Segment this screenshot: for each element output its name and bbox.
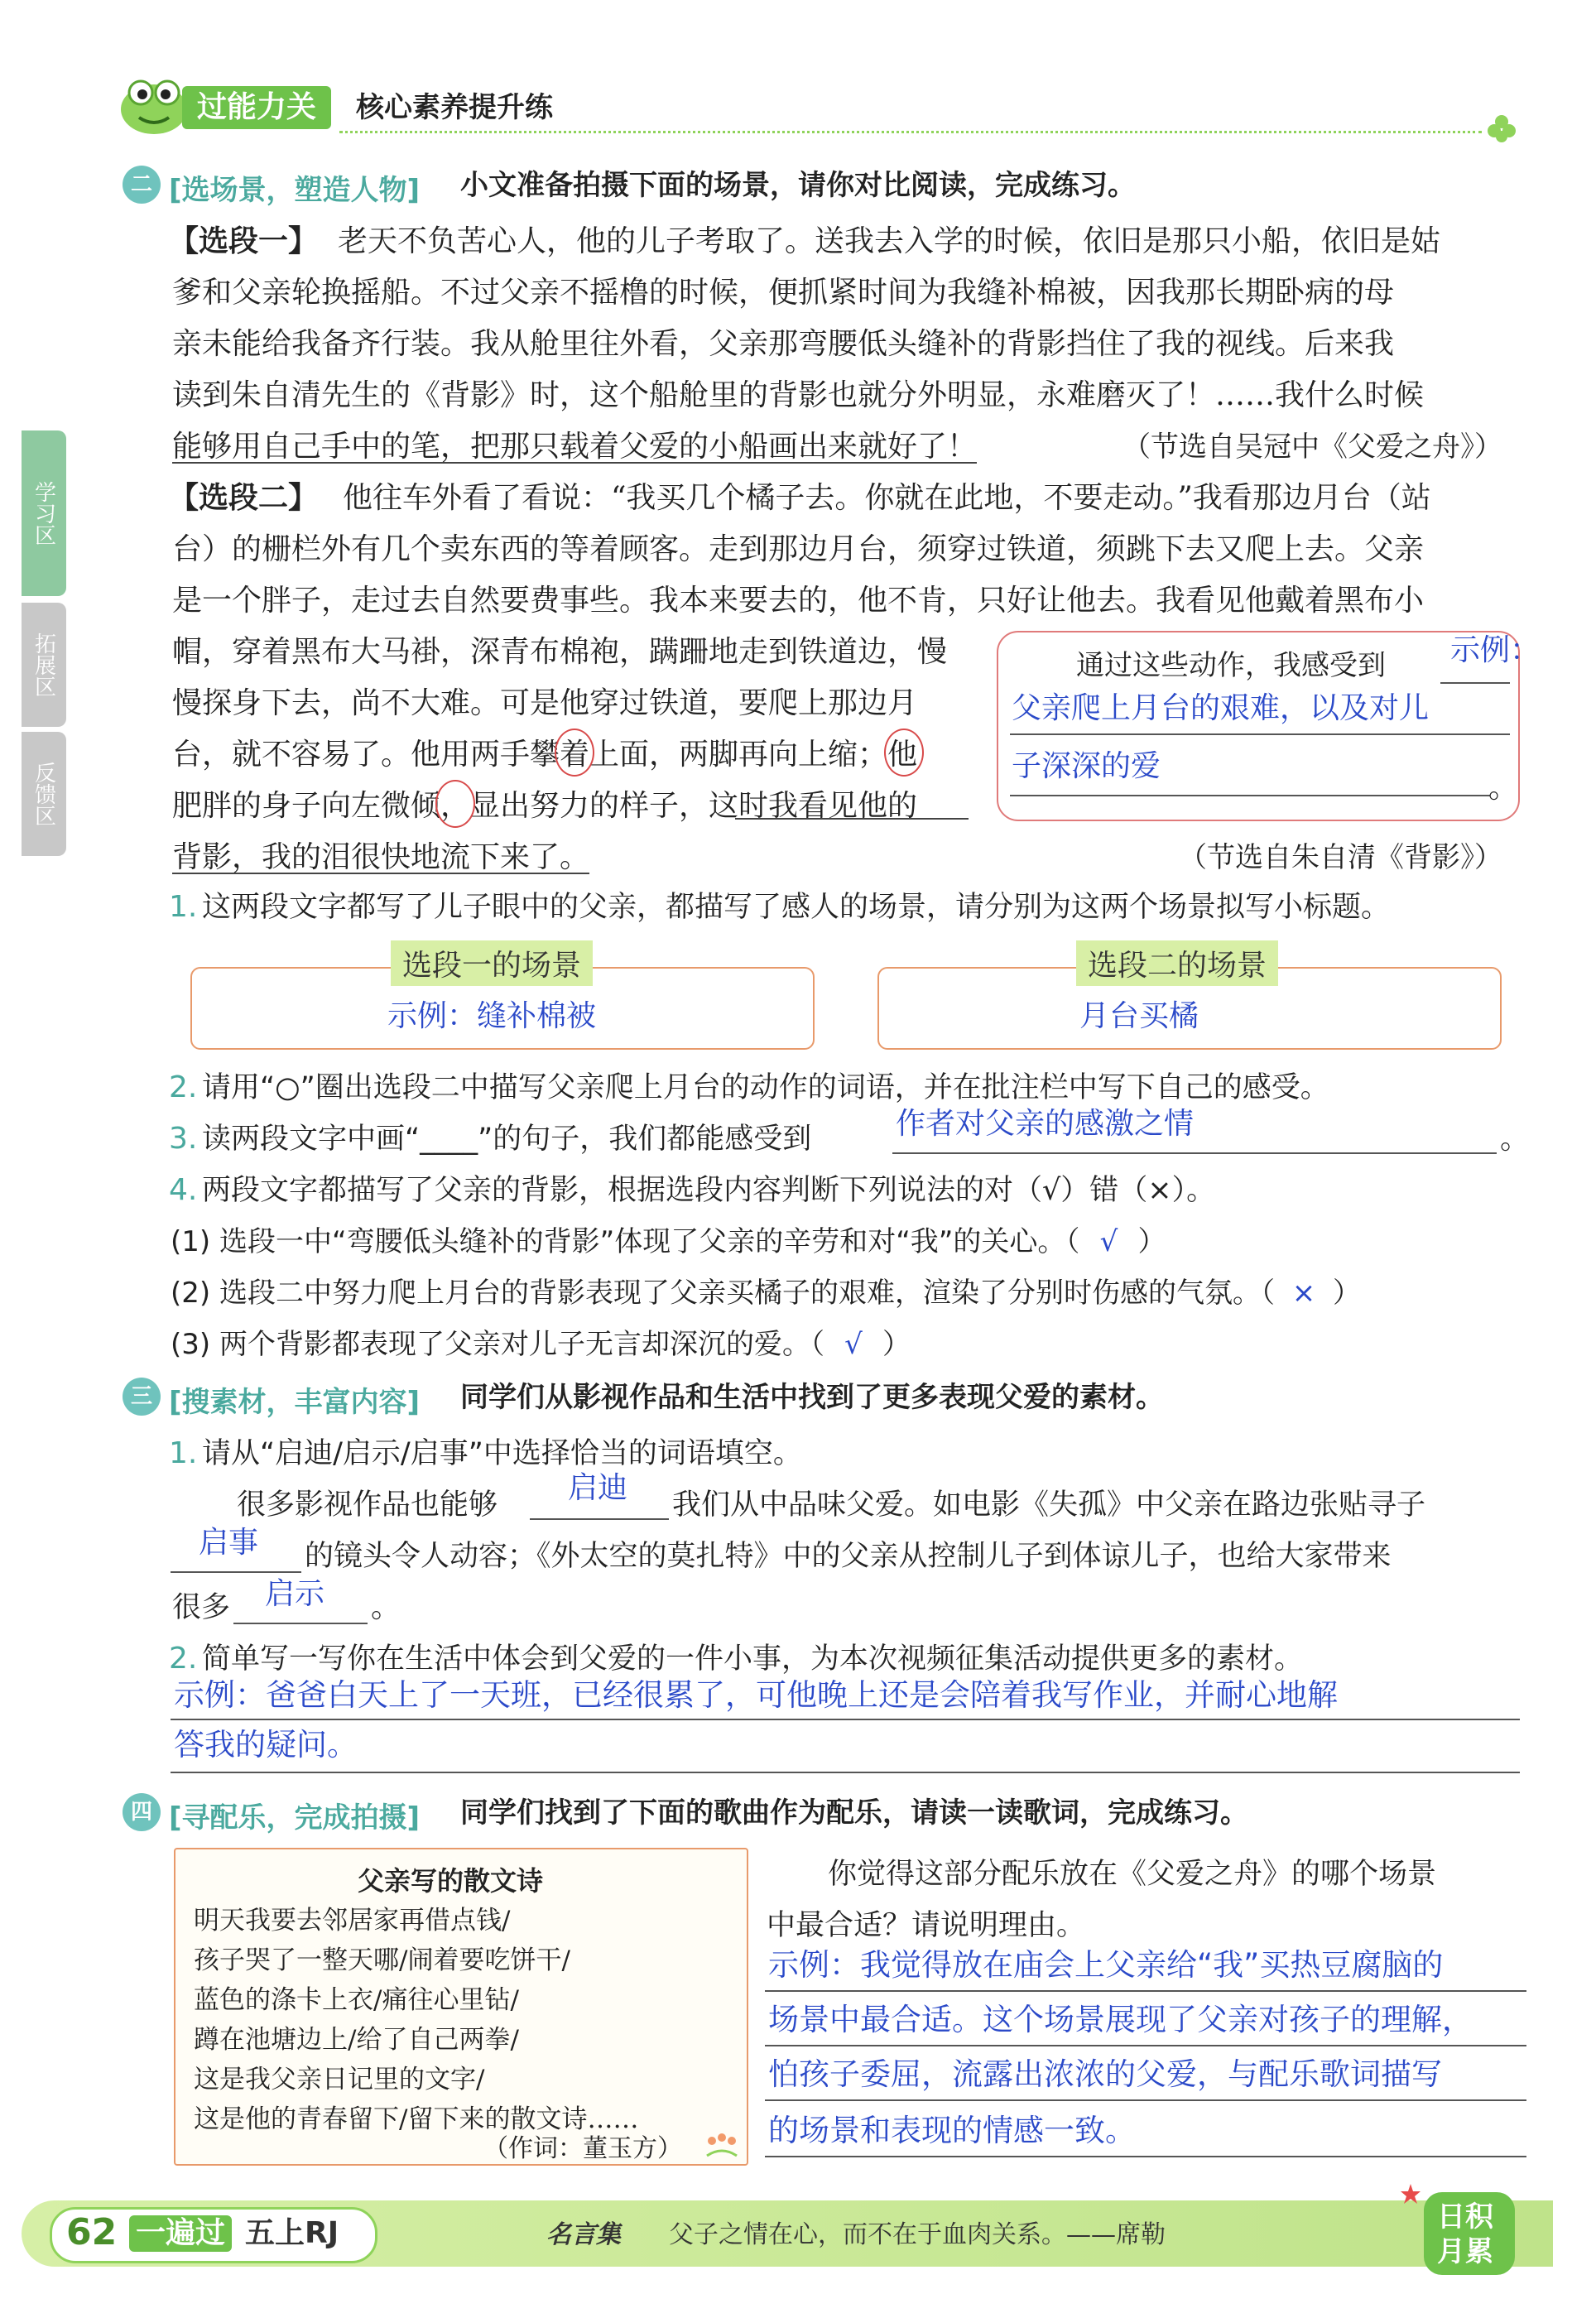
- section-instruction: 同学们找到了下面的歌曲作为配乐，请读一读歌词，完成练习。: [460, 1796, 1248, 1830]
- passage-line: 台）的栅栏外有几个卖东西的等着顾客。走到那边月台，须穿过铁道，须跳下去又爬上去。父亲: [172, 532, 1425, 566]
- fill-text: 。: [371, 1590, 401, 1624]
- fill-text: 很多影视作品也能够: [237, 1488, 498, 1522]
- q4-answer-line[interactable]: 示例：我觉得放在庙会上父亲给“我”买热豆腐脑的: [768, 1947, 1444, 1983]
- footer-badge-line: 月累: [1437, 2235, 1493, 2268]
- question-number: 4.: [169, 1173, 198, 1207]
- q4-question: 中最合适？请说明理由。: [767, 1909, 1086, 1942]
- passage-line: 是一个胖子，走过去自然要费事些。我本来要去的，他不肯，只好让他去。我看见他戴着黑布小: [172, 584, 1425, 618]
- passage-line: 台，就不容易了。他用两手攀着上面，两脚再向上缩；他: [172, 738, 918, 772]
- circle-mark: [555, 729, 594, 777]
- question-number: 2.: [169, 1070, 198, 1104]
- question-text: 读两段文字中画“____”的句子，我们都能感受到: [202, 1123, 812, 1156]
- passage-line: 老天不负苦心人，他的儿子考取了。送我去入学的时候，依旧是那只小船，依旧是姑: [338, 224, 1441, 258]
- question-number: 3.: [169, 1122, 198, 1156]
- section-tag: [选场景，塑造人物]: [169, 174, 421, 207]
- annotation-line: [1440, 682, 1510, 684]
- section-badge: 四: [123, 1793, 161, 1831]
- passage-line: 读到朱自清先生的《背影》时，这个船舱里的背影也就分外明显，永难磨灭了！……我什么时候: [172, 378, 1425, 412]
- judgment-end: ）: [882, 1328, 911, 1361]
- passage-line: 背影，我的泪很快地流下来了。: [172, 840, 590, 874]
- answer-rule: [765, 2099, 1526, 2101]
- question-text: 简单写一写你在生活中体会到父爱的一件小事，为本次视频征集活动提供更多的素材。: [202, 1642, 1304, 1676]
- fill-answer[interactable]: 启示: [265, 1577, 325, 1611]
- poem-line: 蹲在池塘边上/给了自己两拳/: [194, 2025, 519, 2055]
- clover-icon: [1487, 114, 1517, 144]
- q3-answer-line: [892, 1152, 1497, 1154]
- poem-line: 这是我父亲日记里的文字/: [194, 2065, 485, 2094]
- passage-source: （节选自朱自清《背影》）: [1179, 841, 1502, 874]
- star-icon: [1399, 2182, 1422, 2205]
- judgment-end: ）: [1137, 1225, 1166, 1258]
- poem-line: 明天我要去邻居家再借点钱/: [194, 1906, 511, 1936]
- judgment-item: [171, 1227, 1166, 1257]
- judgment-item: [171, 1330, 911, 1359]
- passage-source: （节选自吴冠中《父爱之舟》）: [1122, 430, 1502, 464]
- q2-answer-line[interactable]: 答我的疑问。: [174, 1727, 358, 1763]
- passage-label: 【选段一】: [169, 224, 319, 258]
- circle-mark: [435, 780, 475, 828]
- q4-question: 你觉得这部分配乐放在《父爱之舟》的哪个场景: [828, 1858, 1437, 1891]
- passage-label: 【选段二】: [169, 481, 319, 515]
- poem-line: 这是他的青春留下/留下来的散文诗……: [194, 2104, 639, 2134]
- judgment-text: (3) 两个背影都表现了父亲对儿子无言却深沉的爱。（: [171, 1328, 824, 1361]
- answer-rule: [765, 2045, 1526, 2046]
- fill-answer[interactable]: 启迪: [568, 1471, 628, 1505]
- q4-answer-line[interactable]: 怕孩子委屈，流露出浓浓的父爱，与配乐歌词描写: [768, 2056, 1442, 2092]
- question-number: 2.: [169, 1642, 198, 1676]
- poem-line: 孩子哭了一整天哪/闹着要吃饼干/: [194, 1945, 570, 1975]
- passage-line: 爹和父亲轮换摇船。不过父亲不摇橹的时候，便抓紧时间为我缝补棉被，因我那长期卧病的母: [172, 276, 1395, 310]
- scene-answer-2[interactable]: 月台买橘: [1079, 999, 1199, 1033]
- grade-label: 五上RJ: [245, 2216, 339, 2250]
- fill-blank-line: [171, 1571, 301, 1573]
- annotation-suffix: 。: [1488, 771, 1519, 805]
- section-badge: 二: [123, 166, 161, 204]
- answer-rule: [171, 1772, 1520, 1773]
- judgment-mark[interactable]: √: [844, 1328, 863, 1361]
- section-badge: 三: [123, 1378, 161, 1416]
- question-number: 1.: [169, 890, 198, 924]
- underline-mark: [735, 818, 969, 820]
- question-text: 两段文字都描写了父亲的背影，根据选段内容判断下列说法的对（√）错（×）。: [202, 1174, 1216, 1207]
- side-tab-study[interactable]: [22, 430, 66, 596]
- side-tab-feedback[interactable]: [22, 732, 66, 856]
- fill-text: 我们从中品味父爱。如电影《失孤》中父亲在路边张贴寻子: [672, 1488, 1426, 1522]
- judgment-end: ）: [1332, 1277, 1361, 1310]
- fill-blank-line: [233, 1623, 368, 1624]
- annotation-line: [1010, 795, 1490, 796]
- judgment-mark[interactable]: ×: [1291, 1277, 1316, 1310]
- poem-credit: （作词：董玉方）: [483, 2134, 682, 2163]
- passage-line: 慢探身下去，尚不大难。可是他穿过铁道，要爬上那边月: [172, 686, 918, 720]
- passage-line: 他往车外看了看说：“我买几个橘子去。你就在此地，不要走动。”我看那边月台（站: [343, 481, 1431, 515]
- q3-answer[interactable]: 作者对父亲的感激之情: [896, 1107, 1195, 1141]
- header-subtitle: 核心素养提升练: [356, 91, 553, 124]
- judgment-item: [171, 1278, 1361, 1308]
- side-tab-expand[interactable]: [22, 603, 66, 727]
- quote-text: 父子之情在心，而不在于血肉关系。——席勒: [669, 2220, 1166, 2249]
- book-brand: 一遍过: [129, 2215, 232, 2252]
- answer-rule: [171, 1719, 1520, 1720]
- annotation-answer: 父亲爬上月台的艰难，以及对儿: [1012, 691, 1430, 725]
- footer-badge-line: 日积: [1437, 2200, 1493, 2234]
- annotation-line: [1010, 733, 1510, 735]
- brand-label: 过能力关: [182, 86, 331, 129]
- footer-badge: [1424, 2192, 1515, 2275]
- scene-label-1: 选段一的场景: [391, 940, 593, 986]
- passage-line: 帽，穿着黑布大马褂，深青布棉袍，蹒跚地走到铁道边，慢: [172, 635, 948, 669]
- frog-logo-icon: [116, 71, 192, 137]
- question-text: 请用“○”圈出选段二中描写父亲爬上月台的动作的词语，并在批注栏中写下自己的感受。: [202, 1071, 1329, 1104]
- side-tab-label: 学习区: [31, 481, 56, 546]
- circle-mark: [884, 729, 924, 777]
- poem-line: 蓝色的涤卡上衣/痛往心里钻/: [194, 1985, 519, 2015]
- quote-label: 名言集: [546, 2220, 621, 2249]
- section-tag: [搜素材，丰富内容]: [169, 1386, 421, 1419]
- side-tab-label: 拓展区: [31, 632, 56, 697]
- poem-title: 父亲写的散文诗: [358, 1865, 544, 1897]
- side-tab-label: 反馈区: [31, 762, 56, 826]
- annotation-prefix: 通过这些动作，我感受到: [1076, 649, 1386, 682]
- header-rule: [339, 131, 1482, 133]
- section-instruction: 同学们从影视作品和生活中找到了更多表现父爱的素材。: [460, 1381, 1164, 1414]
- q4-answer-line[interactable]: 场景中最合适。这个场景展现了父亲对孩子的理解，: [768, 2002, 1473, 2037]
- fill-answer[interactable]: 启事: [199, 1526, 259, 1560]
- scene-label-2: 选段二的场景: [1076, 940, 1278, 986]
- header-bar: [116, 81, 1523, 134]
- question-text: 请从“启迪/启示/启事”中选择恰当的词语填空。: [202, 1437, 802, 1470]
- fill-text: 的镜头令人动容；《外太空的莫扎特》中的父亲从控制儿子到体谅儿子，也给大家带来: [305, 1540, 1392, 1573]
- passage-line: 肥胖的身子向左微倾，显出努力的样子，这时我看见他的: [172, 789, 918, 823]
- q3-end: 。: [1500, 1122, 1531, 1156]
- annotation-answer-label: 示例：: [1450, 633, 1541, 667]
- annotation-answer: 子深深的爱: [1012, 749, 1161, 783]
- question-number: 1.: [169, 1436, 198, 1470]
- answer-rule: [765, 1990, 1526, 1992]
- passage-line: 能够用自己手中的笔，把那只载着父爱的小船画出来就好了！: [172, 430, 978, 464]
- judgment-text: (1) 选段一中“弯腰低头缝补的背影”体现了父亲的辛劳和对“我”的关心。（: [171, 1225, 1080, 1258]
- judgment-mark[interactable]: √: [1099, 1225, 1118, 1258]
- flower-icon: [704, 2131, 740, 2161]
- question-text: 这两段文字都写了儿子眼中的父亲，都描写了感人的场景，请分别为这两个场景拟写小标题。: [202, 891, 1391, 924]
- passage-line: 亲未能给我备齐行装。我从舱里往外看，父亲那弯腰低头缝补的背影挡住了我的视线。后来我: [172, 327, 1395, 361]
- q2-answer-line[interactable]: 示例：爸爸白天上了一天班，已经很累了，可他晚上还是会陪着我写作业，并耐心地解: [174, 1677, 1338, 1713]
- section-instruction: 小文准备拍摄下面的场景，请你对比阅读，完成练习。: [460, 169, 1136, 202]
- fill-text: 很多: [172, 1591, 231, 1624]
- q4-answer-line[interactable]: 的场景和表现的情感一致。: [768, 2113, 1136, 2148]
- scene-answer-1[interactable]: 示例：缝补棉被: [387, 999, 597, 1033]
- section-tag: [寻配乐，完成拍摄]: [169, 1801, 421, 1835]
- page-number: 62: [66, 2211, 118, 2253]
- answer-rule: [765, 2156, 1526, 2157]
- fill-blank-line: [530, 1518, 669, 1520]
- judgment-text: (2) 选段二中努力爬上月台的背影表现了父亲买橘子的艰难，渲染了分别时伤感的气氛。（: [171, 1277, 1275, 1310]
